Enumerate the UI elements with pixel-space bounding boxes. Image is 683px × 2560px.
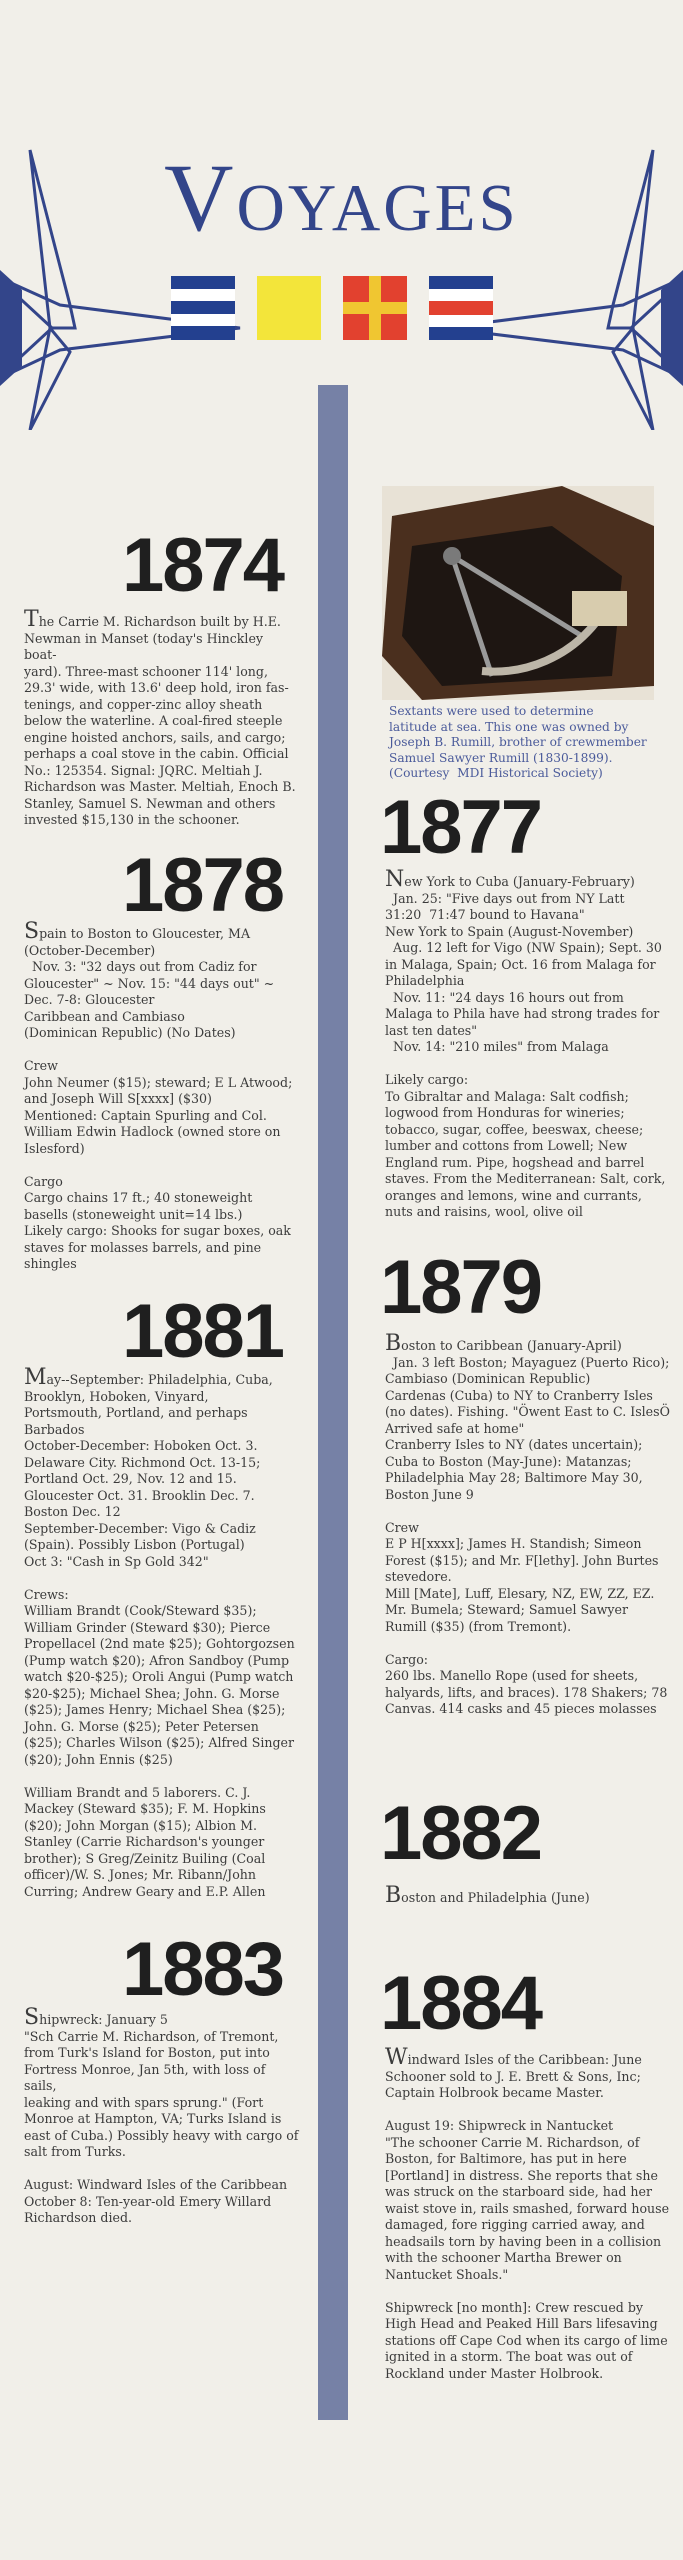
year-1878-text: Spain to Boston to Gloucester, MA (October-December) Nov. 3: "32 days out from Cadiz for Gloucester" ~ Nov. 15: "44 days out" ~ Dec. 7-8: Gloucester Caribbean and Cambiaso (Dominican Republic) (No Dates) Crew John Neumer ($15); steward; E L Atwood; and Joseph Will S[xxxx] ($30) Mentioned: Captain Spurling and Col. William Edwin Hadlock (owned store on Islesford) Cargo Cargo chains 17 ft.; 40 stoneweight basells (stoneweight unit=14 lbs.) Likely cargo: Shooks for sugar boxes, oak staves for molasses barrels, and pine shingles — [24, 919, 293, 1271]
year-1877-heading: 1877 — [380, 785, 542, 870]
year-1877-text: New York to Cuba (January-February) Jan. 25: "Five days out from NY Latt 31:20 71:47 bound to Havana" New York to Spain (August-November) Aug. 12 left for Vigo (NW Spain); Sept. 30 in Malaga, Spain; Oct. 16 from Malaga for Philadelphia Nov. 11: "24 days 16 hours out from Malaga to Phila have had strong trades for last ten dates" Nov. 14: "210 miles" from Malaga Likely cargo: To Gibraltar and Malaga: Salt codfish; logwood from Honduras for wineries; tobacco, sugar, coffee, beeswax, cheese; lumber and cottons from Lowell; New England rum. Pipe, hogshead and barrel staves. From the Mediterranean: Salt, cork, oranges and lemons, wine and currants, nuts and raisins, wool, olive oil — [385, 867, 666, 1219]
year-1883-text: Shipwreck: January 5 "Sch Carrie M. Richardson, of Tremont, from Turk's Island for Boston, put into Fortress Monroe, Jan 5th, with loss of sails, leaking and with spars sprung." (Fort Monroe at Hampton, VA; Turks Island is east of Cuba.) Possibly heavy with cargo of salt from Turks. August: Windward Isles of the Caribbean October 8: Ten-year-old Emery Willard Richardson died. — [24, 2005, 299, 2225]
photo-caption: Sextants were used to determine latitude at sea. This one was owned by Joseph B. Rumill, brother of crewmember Samuel Sawyer Rumill (1830-1899). (Courtesy MDI Historical Society) — [389, 704, 647, 780]
sextant-photo — [382, 486, 654, 700]
year-1878-heading: 1878 — [122, 843, 284, 928]
year-1884-text: Windward Isles of the Caribbean: June Schooner sold to J. E. Brett & Sons, Inc; Captain Holbrook became Master. August 19: Shipwreck in Nantucket "The schooner Carrie M. Richardson, of Boston, for Baltimore, has put in here [Portland] in distress. She reports that she was struck on the starboard side, had her waist stove in, rails smashed, forward house damaged, fore rigging carried away, and headsails torn by having been in a collision with the schooner Martha Brewer on Nantucket Shoals." Shipwreck [no month]: Crew rescued by High Head and Peaked Hill Bars lifesaving stations off Cape Cod when its cargo of lime ignited in a storm. The boat was out of Rockland under Master Holbrook. — [385, 2045, 670, 2381]
year-1882-heading: 1882 — [380, 1791, 542, 1876]
year-1883-heading: 1883 — [122, 1927, 284, 2012]
red-yellow-cross-flag-icon — [343, 276, 407, 340]
page-title: Voyages — [164, 144, 519, 251]
sextant-icon — [382, 486, 654, 700]
year-1874-text: The Carrie M. Richardson built by H.E. Newman in Manset (today's Hinckley boat- yard). Three-mast schooner 114' long, 29.3' wide, with 13.6' deep hold, iron fas- tenings, and copper-zinc alloy sheath below the waterline. A coal-fired steeple engine hoisted anchors, sails, and cargo; perhaps a coal stove in the cabin. Official No.: 125354. Signal: JQRC. Meltiah J. Richardson was Master. Meltiah, Enoch B. Stanley, Samuel S. Newman and others invested $15,130 in the schooner. — [24, 607, 296, 827]
year-1881-text: May--September: Philadelphia, Cuba, Brooklyn, Hoboken, Vinyard, Portsmouth, Portland, and perhaps Barbados October-December: Hoboken Oct. 3. Delaware City. Richmond Oct. 13-15; Portland Oct. 29, Nov. 12 and 15. Gloucester Oct. 31. Brooklin Dec. 7. Boston Dec. 12 September-December: Vigo & Cadiz (Spain). Possibly Lisbon (Portugal) Oct 3: "Cash in Sp Gold 342" Crews: William Brandt (Cook/Steward $35); William Grinder (Steward $30); Pierce Propellacel (2nd mate $25); Gohtorgozsen (Pump watch $20); Afron Sandboy (Pump watch $20-$25); Oroli Angui (Pump watch $20-$25); Michael Shea; John. G. Morse ($25); James Henry; Michael Shea ($25); John. G. Morse ($25); Peter Petersen ($25); Charles Wilson ($25); Alfred Singer ($20); John Ennis ($25) William Brandt and 5 laborers. C. J. Mackey (Steward $35); F. M. Hopkins ($20); John Morgan ($15); Albion M. Stanley (Carrie Richardson's younger brother); S Greg/Zeinitz Builing (Coal officer)/W. S. Jones; Mr. Ribann/John Curring; Andrew Geary and E.P. Allen — [24, 1365, 295, 1899]
year-1874-heading: 1874 — [122, 523, 284, 608]
year-1884-heading: 1884 — [380, 1961, 542, 2046]
year-1882-text: Boston and Philadelphia (June) — [385, 1883, 590, 1908]
year-1879-text: Boston to Caribbean (January-April) Jan. 3 left Boston; Mayaguez (Puerto Rico); Cambiaso (Dominican Republic) Cardenas (Cuba) to NY to Cranberry Isles (no dates). Fishing. "Öwent East to C. IslesÖ Arrived safe at home" Cranberry Isles to NY (dates uncertain); Cuba to Boston (May-June): Matanzas; Philadelphia May 28; Baltimore May 30, Boston June 9 Crew E P H[xxxx]; James H. Standish; Simeon Forest ($15); and Mr. F[lethy]. John Burtes stevedore. Mill [Mate], Luff, Elesary, NZ, EW, ZZ, EZ. Mr. Bumela; Steward; Samuel Sawyer Rumill ($35) (from Tremont). Cargo: 260 lbs. Manello Rope (used for sheets, halyards, lifts, and braces). 178 Shakers; 78 Canvas. 414 casks and 45 pieces molasses — [385, 1331, 670, 1716]
blue-white-striped-flag-icon — [171, 276, 235, 340]
blue-white-red-striped-flag-icon — [429, 276, 493, 340]
timeline-spine — [318, 385, 348, 2420]
yellow-flag-icon — [257, 276, 321, 340]
year-1881-heading: 1881 — [122, 1289, 284, 1374]
year-1879-heading: 1879 — [380, 1245, 542, 1330]
